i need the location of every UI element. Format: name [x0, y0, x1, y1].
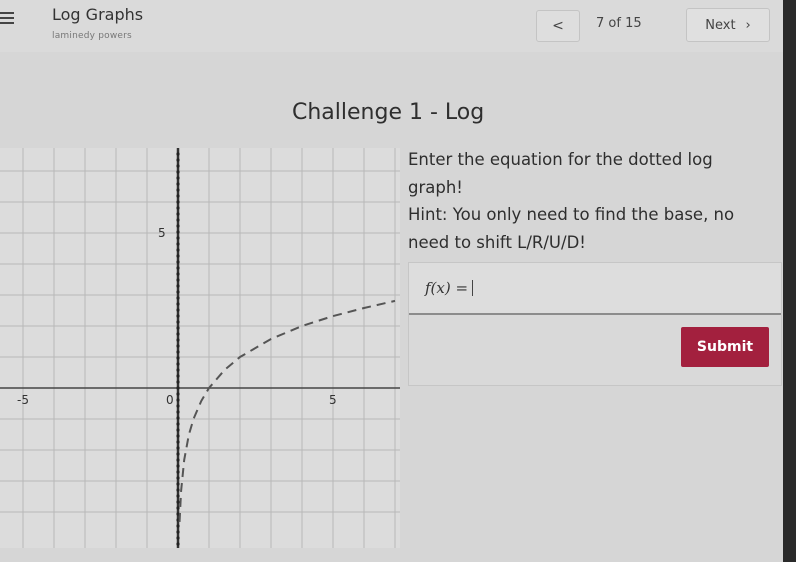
y-axis-dot [176, 302, 179, 305]
y-axis-dot [176, 416, 179, 419]
y-axis-dot [176, 524, 179, 527]
equation-input[interactable] [409, 263, 781, 315]
app-title: Log Graphs [52, 5, 144, 24]
x-tick-label: 0 [166, 393, 174, 407]
next-button[interactable] [686, 8, 770, 42]
y-axis-dot [176, 470, 179, 473]
y-axis-dot [176, 260, 179, 263]
y-axis-dot [176, 350, 179, 353]
y-axis-dot [176, 404, 179, 407]
challenge-title: Challenge 1 - Log [292, 100, 485, 125]
y-axis-dot [176, 284, 179, 287]
y-axis-dot [176, 422, 179, 425]
top-bar [0, 0, 796, 52]
y-axis-dot [176, 308, 179, 311]
y-axis-dot [176, 206, 179, 209]
y-axis-dot [176, 194, 179, 197]
instruction-line: Enter the equation for the dotted log [408, 150, 713, 169]
y-axis-dot [176, 218, 179, 221]
y-axis-dot [176, 290, 179, 293]
y-axis-dot [176, 332, 179, 335]
log-graph[interactable] [0, 148, 400, 548]
y-axis-dot [176, 248, 179, 251]
y-axis-dot [176, 170, 179, 173]
next-label: Next [705, 17, 736, 33]
y-axis-dot [176, 434, 179, 437]
y-axis-dot [176, 338, 179, 341]
y-axis-dot [176, 506, 179, 509]
y-axis-dot [176, 482, 179, 485]
y-axis-dot [176, 224, 179, 227]
equation-prefix: f(x) = [425, 279, 469, 297]
y-axis-dot [176, 242, 179, 245]
y-axis-dot [176, 392, 179, 395]
y-axis-dot [176, 446, 179, 449]
y-tick-label: 5 [158, 226, 166, 240]
y-axis-dot [176, 266, 179, 269]
instruction-line: Hint: You only need to find the base, no [408, 205, 735, 224]
y-axis-dot [176, 476, 179, 479]
window-edge [783, 0, 796, 562]
y-axis-dot [176, 182, 179, 185]
y-axis-dot [176, 278, 179, 281]
y-axis-dot [176, 152, 179, 155]
y-axis-dot [176, 200, 179, 203]
y-axis-dot [176, 500, 179, 503]
y-axis-dot [176, 254, 179, 257]
y-axis-dot [176, 398, 179, 401]
y-axis-dot [176, 272, 179, 275]
answer-panel [408, 262, 782, 386]
text-cursor [472, 280, 473, 296]
y-axis-dot [176, 236, 179, 239]
y-axis-dot [176, 428, 179, 431]
y-axis-dot [176, 362, 179, 365]
y-axis-dot [176, 368, 179, 371]
y-axis-dot [176, 344, 179, 347]
y-axis-dot [176, 488, 179, 491]
y-axis-dot [176, 188, 179, 191]
previous-button[interactable]: < [536, 10, 580, 42]
page-counter: 7 of 15 [596, 16, 642, 31]
y-axis-dot [176, 230, 179, 233]
y-axis-dot [176, 410, 179, 413]
y-axis-dot [176, 320, 179, 323]
submit-button[interactable]: Submit [681, 327, 769, 367]
y-axis-dot [176, 176, 179, 179]
x-tick-label: -5 [17, 393, 29, 407]
y-axis-dot [176, 530, 179, 533]
y-axis-dot [176, 542, 179, 545]
y-axis-dot [176, 374, 179, 377]
instruction-line: graph! [408, 177, 463, 197]
hamburger-menu-icon[interactable] [0, 12, 16, 28]
instruction-line: need to shift L/R/U/D! [408, 232, 586, 252]
y-axis-dot [176, 464, 179, 467]
y-axis-dot [176, 314, 179, 317]
y-axis-dot [176, 326, 179, 329]
y-axis-dot [176, 440, 179, 443]
y-axis-dot [176, 536, 179, 539]
y-axis-dot [176, 386, 179, 389]
x-tick-label: 5 [329, 393, 337, 407]
app-subtitle: laminedy powers [52, 31, 132, 41]
y-axis-dot [176, 458, 179, 461]
instructions [408, 146, 780, 256]
y-axis-dot [176, 494, 179, 497]
y-axis-dot [176, 296, 179, 299]
y-axis-dot [176, 212, 179, 215]
y-axis-dot [176, 356, 179, 359]
y-axis-dot [176, 158, 179, 161]
y-axis-dot [176, 452, 179, 455]
y-axis-dot [176, 380, 179, 383]
chevron-right-icon: › [745, 17, 751, 33]
y-axis-dot [176, 164, 179, 167]
graph-background [0, 148, 400, 548]
